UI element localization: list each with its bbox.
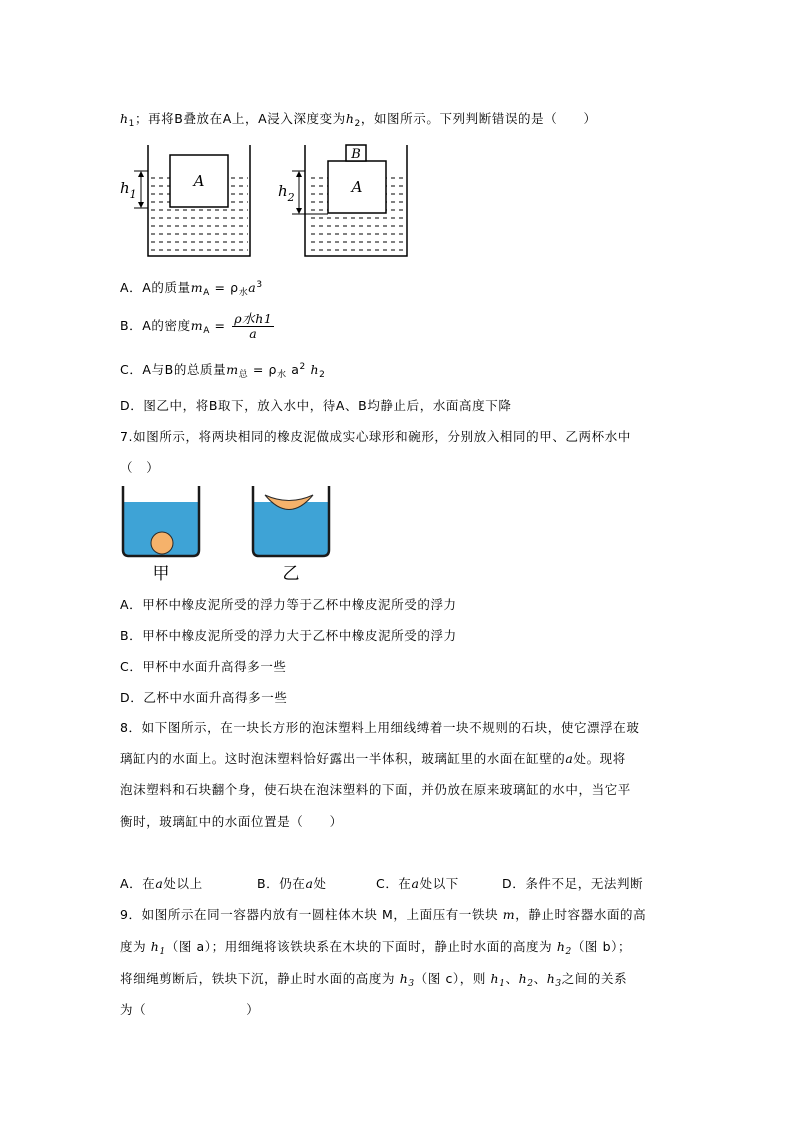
q7-label-left: 甲 [152, 564, 170, 584]
q8-option-c: C．在a处以下 [376, 876, 459, 891]
q7-stem: 7.如图所示，将两块相同的橡皮泥做成实心球形和碗形，分别放入相同的甲、乙两杯水中 [120, 429, 631, 444]
q6-right-top-label: B [351, 147, 361, 162]
q7-option-b: B．甲杯中橡皮泥所受的浮力大于乙杯中橡皮泥所受的浮力 [120, 628, 457, 643]
q8-option-a: A．在a处以上 [120, 876, 203, 891]
q6-left-block-label: A [193, 172, 205, 190]
q6-option-b-fraction: $\frac{\text{ρ水h1}}{a}$ [234, 311, 273, 341]
q6-h2-label: $h_2$ [278, 182, 295, 204]
q9-line-4: 为（ ） [120, 1002, 260, 1017]
q6-right-block-label: A [351, 178, 363, 196]
q7-label-right: 乙 [282, 564, 300, 584]
q6-option-c: C．A与B的总质量$m_总 = \rho_水$ $a^2$ $h_2$ [120, 362, 326, 380]
q7-cup-right [253, 486, 329, 584]
q8-line-1: 8．如下图所示，在一块长方形的泡沫塑料上用细线缚着一块不规则的石块，使它漂浮在玻 [120, 720, 640, 735]
q6-figure [110, 142, 430, 262]
q6-option-d: D．图乙中，将B取下，放入水中，待A、B均静止后，水面高度下降 [120, 398, 512, 413]
q8-line-3: 泡沫塑料和石块翻个身，使石块在泡沫塑料的下面，并仍放在原来玻璃缸的水中，当它平 [120, 782, 631, 797]
q9-line-2: 度为 $h_1$（图 a）；用细绳将该铁块系在木块的下面时，静止时水面的高度为 $h_2$（图 b）； [120, 939, 632, 957]
q8-line-4: 衡时，玻璃缸中的水面位置是（ ） [120, 814, 343, 829]
q8-option-d: D．条件不足，无法判断 [502, 876, 644, 891]
q6-option-b: B．A的密度$m_A$ = $\frac{\text{ρ水h1}}{a}$ [120, 311, 273, 341]
q6-right-container [278, 145, 407, 256]
q7-figure [115, 484, 345, 584]
q9-line-1: 9．如图所示在同一容器内放有一圆柱体木块 M，上面压有一铁块 m，静止时容器水面的高 [120, 907, 647, 922]
q8-option-b: B．仍在a处 [257, 876, 327, 891]
q6-h1-label: $h_1$ [120, 179, 137, 201]
q7-option-a: A．甲杯中橡皮泥所受的浮力等于乙杯中橡皮泥所受的浮力 [120, 597, 457, 612]
q6-option-a: A．A的质量$m_A = \rho_水a^3$ [120, 280, 263, 298]
q7-option-d: D．乙杯中水面升高得多一些 [120, 690, 288, 705]
q7-clay-ball [151, 532, 173, 554]
q7-option-c: C．甲杯中水面升高得多一些 [120, 659, 287, 674]
q8-line-2: 璃缸内的水面上。这时泡沫塑料恰好露出一半体积，玻璃缸里的水面在缸壁的a处。现将 [120, 751, 626, 766]
q6-intro: $h_1$；再将B叠放在A上，A浸入深度变为$h_2$，如图所示。下列判断错误的是（ ） [120, 111, 597, 129]
q9-line-3: 将细绳剪断后，铁块下沉，静止时水面的高度为 $h_3$（图 c），则 $h_1$、$h_2$、$h_3$之间的关系 [120, 971, 628, 989]
q7-cup-left [123, 486, 199, 584]
q6-left-container [120, 145, 250, 256]
q7-paren: （ ） [120, 460, 160, 475]
